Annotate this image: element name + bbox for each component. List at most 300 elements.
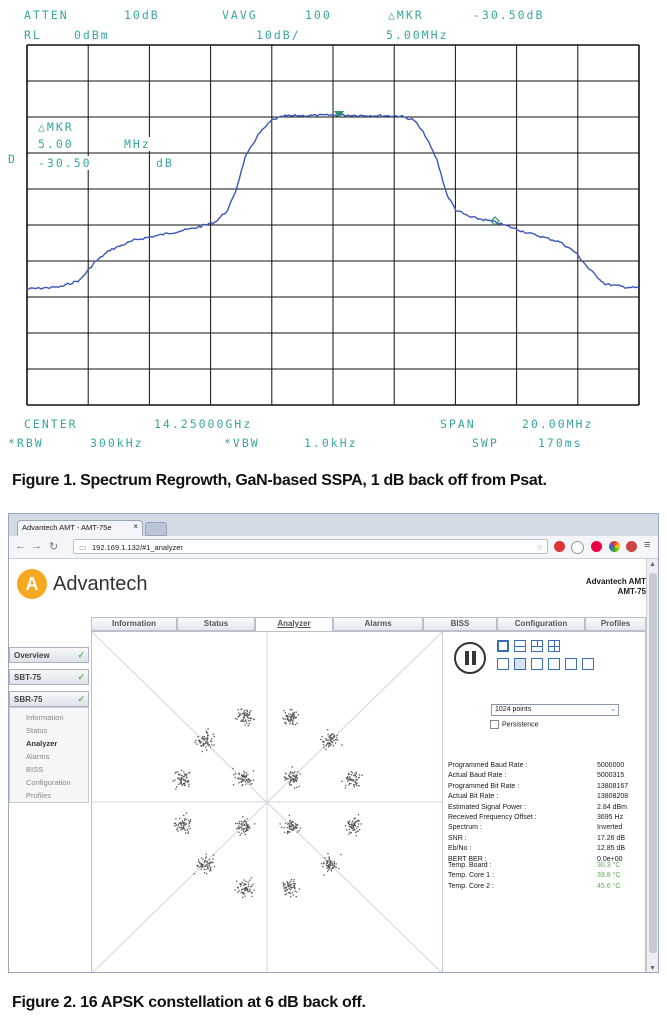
constellation-point [239,828,240,829]
constellation-point [200,742,201,743]
constellation-point [331,734,332,735]
constellation-point [280,823,281,824]
constellation-point [292,722,293,723]
constellation-point [286,723,287,724]
constellation-point [242,719,243,720]
constellation-point [294,771,295,772]
constellation-point [290,778,291,779]
constellation-point [181,770,182,771]
constellation-point [243,829,244,830]
constellation-point [331,868,332,869]
constellation-point [188,826,189,827]
constellation-point [284,722,285,723]
stat-value: 13808167 [597,782,629,790]
opera-icon[interactable] [591,541,602,552]
constellation-point [356,835,357,836]
constellation-point [247,890,248,891]
constellation-point [240,835,241,836]
constellation-point [245,712,246,713]
constellation-point [353,827,354,828]
tab-configuration[interactable]: Configuration [497,617,585,631]
constellation-point [340,854,341,855]
constellation-point [354,825,355,826]
constellation-point [323,747,324,748]
constellation-point [209,865,210,866]
constellation-point [351,826,352,827]
figure-2-caption: Figure 2. 16 APSK constellation at 6 dB back off. [12,994,366,1011]
marker-freq-value: 5.00MHz [386,28,449,42]
constellation-point [294,888,295,889]
constellation-point [248,782,249,783]
menu-icon[interactable]: ≡ [644,539,651,551]
pause-bar-icon [465,651,469,665]
constellation-point [326,740,327,741]
marker-box-title: △MKR [38,120,74,134]
constellation-point [244,773,245,774]
temp-label: Temp. Core 2 : [448,882,494,890]
vavg-label: VAVG [222,8,258,22]
constellation-point [353,775,354,776]
constellation-point [349,777,350,778]
constellation-point [175,789,176,790]
constellation-point [295,775,296,776]
constellation-point [182,828,183,829]
constellation-point [183,815,184,816]
constellation-point [202,859,203,860]
constellation-point [173,781,174,782]
constellation-point [287,883,288,884]
constellation-point [294,883,295,884]
constellation-point [239,823,240,824]
constellation-point [206,749,207,750]
layout-single-button[interactable] [497,640,509,652]
constellation-point [250,718,251,719]
constellation-point [243,832,244,833]
submenu-information[interactable]: Information [26,713,64,722]
constellation-point [250,780,251,781]
submenu-status[interactable]: Status [26,726,48,735]
constellation-point [207,741,208,742]
constellation-point [245,887,246,888]
constellation-point [244,820,245,821]
constellation-point [212,858,213,859]
constellation-point [355,779,356,780]
constellation-point [346,777,347,778]
constellation-point [356,774,357,775]
new-tab-button[interactable] [145,522,167,536]
constellation-point [351,779,352,780]
pause-button[interactable] [454,642,486,674]
constellation-point [356,828,357,829]
vavg-value: 100 [305,8,332,22]
scroll-thumb[interactable] [649,573,657,953]
constellation-point [325,745,326,746]
constellation-point [184,783,185,784]
center-label: CENTER [24,417,78,431]
constellation-point [214,866,215,867]
constellation-point [292,720,293,721]
constellation-point [288,888,289,889]
constellation-point [354,773,355,774]
sidebar-item-overview[interactable] [9,647,89,663]
constellation-point [300,773,301,774]
rbw-label: *RBW [8,436,44,450]
constellation-point [290,718,291,719]
constellation-point [244,776,245,777]
constellation-point [284,776,285,777]
bookmark-star-icon[interactable]: ☆ [536,543,543,552]
constellation-point [283,885,284,886]
constellation-point [178,784,179,785]
constellation-point [210,867,211,868]
scroll-down-icon[interactable]: ▼ [649,965,656,972]
constellation-point [288,713,289,714]
constellation-point [177,825,178,826]
constellation-point [326,860,327,861]
constellation-point [248,718,249,719]
constellation-point [189,772,190,773]
constellation-point [287,833,288,834]
constellation-point [248,886,249,887]
constellation-point [246,818,247,819]
constellation-point [292,724,293,725]
constellation-point [199,741,200,742]
constellation-point [283,884,284,885]
persistence-checkbox[interactable] [490,720,499,729]
constellation-point [355,782,356,783]
constellation-point [249,828,250,829]
chrome-icon[interactable] [609,541,620,552]
constellation-point [241,709,242,710]
constellation-point [353,822,354,823]
constellation-point [292,892,293,893]
tab-bar [91,617,646,631]
check-icon: ✓ [77,650,85,660]
constellation-point [283,710,284,711]
constellation-point [327,853,328,854]
submenu-profiles[interactable]: Profiles [26,791,52,800]
spectrum-plot [0,0,667,456]
constellation-point [291,887,292,888]
persistence-label: Persistence [502,721,539,729]
constellation-point [348,779,349,780]
constellation-point [334,736,335,737]
constellation-point [292,883,293,884]
constellation-point [201,869,202,870]
constellation-point [245,896,246,897]
constellation-point [285,779,286,780]
points-select[interactable] [491,704,619,716]
constellation-point [284,827,285,828]
constellation-point [282,717,283,718]
constellation-point [241,827,242,828]
constellation-point [185,830,186,831]
constellation-point [285,718,286,719]
constellation-point [198,740,199,741]
constellation-point [213,734,214,735]
constellation-point [244,716,245,717]
star-icon[interactable] [571,541,584,554]
constellation-point [183,822,184,823]
constellation-point [281,827,282,828]
reload-icon[interactable]: ↻ [49,541,59,553]
constellation-point [352,820,353,821]
constellation-point [236,881,237,882]
constellation-point [204,869,205,870]
constellation-point [178,778,179,779]
temp-label: Temp. Board : [448,862,492,869]
constellation-point [247,781,248,782]
constellation-point [287,719,288,720]
constellation-point [243,885,244,886]
constellation-point [358,823,359,824]
constellation-point [181,775,182,776]
constellation-point [242,882,243,883]
constellation-point [186,777,187,778]
constellation-point [182,784,183,785]
constellation-point [188,786,189,787]
tab-profiles[interactable]: Profiles [585,617,646,631]
constellation-point [246,779,247,780]
constellation-point [211,744,212,745]
constellation-point [184,776,185,777]
constellation-point [330,743,331,744]
constellation-point [203,745,204,746]
constellation-point [289,776,290,777]
constellation-point [290,896,291,897]
constellation-point [351,771,352,772]
constellation-point [292,824,293,825]
constellation-point [349,821,350,822]
constellation-point [359,829,360,830]
constellation-point [184,828,185,829]
constellation-point [248,779,249,780]
constellation-point [245,781,246,782]
constellation-point [355,775,356,776]
constellation-point [242,897,243,898]
constellation-point [331,861,332,862]
constellation-point [296,787,297,788]
constellation-point [250,784,251,785]
display-detector-label: D [8,152,17,166]
stat-value: 17.26 dB [597,834,626,842]
constellation-point [292,714,293,715]
constellation-point [176,829,177,830]
constellation-point [328,744,329,745]
constellation-point [242,893,243,894]
address-bar[interactable] [73,539,548,554]
constellation-point [292,772,293,773]
sidebar-item-label: SBR-75 [14,695,43,704]
spectrum-grid [27,45,639,405]
constellation-point [351,774,352,775]
constellation-point [246,828,247,829]
constellation-point [246,722,247,723]
points-select-value: 1024 points [495,706,532,713]
constellation-point [298,830,299,831]
extension-icon[interactable] [626,541,637,552]
constellation-point [185,824,186,825]
constellation-point [197,865,198,866]
constellation-point [291,879,292,880]
constellation-point [293,828,294,829]
constellation-point [237,887,238,888]
constellation-point [328,734,329,735]
constellation-point [241,823,242,824]
constellation-point [249,712,250,713]
sweep-label: SWP [472,436,499,450]
constellation-point [202,864,203,865]
constellation-point [244,779,245,780]
constellation-point [330,863,331,864]
constellation-point [246,710,247,711]
constellation-point [293,716,294,717]
constellation-point [290,781,291,782]
constellation-point [295,724,296,725]
constellation-point [184,779,185,780]
constellation-point [352,772,353,773]
constellation-point [247,716,248,717]
constellation-point [359,774,360,775]
constellation-point [175,823,176,824]
constellation-point [337,739,338,740]
submenu-analyzer[interactable]: Analyzer [26,739,58,748]
tab-analyzer[interactable]: Analyzer [255,617,333,631]
atten-label: ATTEN [24,8,69,22]
constellation-point [295,891,296,892]
layout-quad-button[interactable] [548,640,560,652]
scroll-up-icon[interactable]: ▲ [649,561,656,568]
constellation-point [335,739,336,740]
constellation-point [241,829,242,830]
submenu-biss[interactable]: BISS [26,765,44,774]
constellation-point [354,786,355,787]
constellation-point [239,715,240,716]
constellation-point [245,715,246,716]
constellation-point [334,866,335,867]
constellation-point [346,829,347,830]
constellation-point [345,787,346,788]
constellation-point [251,885,252,886]
temp-label: Temp. Core 1 : [448,872,494,880]
constellation-point [184,820,185,821]
constellation-point [288,778,289,779]
constellation-point [361,823,362,824]
sidebar-item-sbr75[interactable] [9,691,89,707]
device-brand-line2: AMT-75 [617,587,646,596]
table-view-icon[interactable] [565,658,577,670]
constellation-point [296,775,297,776]
constellation-point [358,777,359,778]
constellation-point [287,881,288,882]
submenu-configuration[interactable]: Configuration [26,778,71,787]
constellation-point [336,863,337,864]
constellation-point [244,879,245,880]
tab-information[interactable]: Information [91,617,177,631]
tab-status[interactable]: Status [177,617,255,631]
tab-biss[interactable]: BISS [423,617,497,631]
constellation-point [190,819,191,820]
constellation-point [286,887,287,888]
constellation-point [294,827,295,828]
constellation-point [330,864,331,865]
constellation-point [175,772,176,773]
forward-arrow-icon[interactable]: → [31,540,42,552]
constellation-point [241,785,242,786]
constellation-point [210,869,211,870]
constellation-point [182,827,183,828]
blocker-icon[interactable] [554,541,565,552]
vertical-scrollbar[interactable] [646,559,659,973]
constellation-point [333,738,334,739]
browser-tab[interactable] [17,520,143,536]
constellation-point [330,745,331,746]
span-value: 20.00MHz [522,417,594,431]
spectrum-view-icon[interactable] [497,658,509,670]
constellation-point [243,711,244,712]
stat-value: 5000315 [597,772,625,780]
constellation-point [333,745,334,746]
submenu-alarms[interactable]: Alarms [26,752,50,761]
export-icon[interactable] [582,658,594,670]
layout-three-button[interactable] [531,640,543,652]
constellation-point [297,771,298,772]
constellation-point [347,781,348,782]
layout-split-button[interactable] [514,640,526,652]
constellation-point [298,714,299,715]
constellation-point [242,825,243,826]
constellation-point [206,856,207,857]
constellation-point [174,780,175,781]
constellation-point [358,830,359,831]
constellation-point [244,724,245,725]
constellation-point [249,891,250,892]
constellation-point [242,816,243,817]
constellation-point [331,870,332,871]
persistence-option[interactable] [490,720,539,729]
tab-close-icon[interactable]: × [133,522,138,531]
constellation-point [290,773,291,774]
constellation-point [209,859,210,860]
constellation-point [253,770,254,771]
pause-bar-icon [472,651,476,665]
constellation-point [289,827,290,828]
constellation-point [296,779,297,780]
constellation-point [244,827,245,828]
back-arrow-icon[interactable]: ← [15,540,26,552]
constellation-point [245,889,246,890]
constellation-view-icon[interactable] [514,658,526,670]
constellation-point [294,879,295,880]
constellation-point [237,823,238,824]
constellation-point [235,718,236,719]
constellation-point [299,888,300,889]
constellation-point [241,720,242,721]
constellation-point [251,718,252,719]
constellation-point [287,889,288,890]
constellation-point [244,710,245,711]
eye-diagram-icon[interactable] [531,658,543,670]
constellation-point [354,829,355,830]
temp-value: 30.3 °C [597,862,621,869]
histogram-icon[interactable] [548,658,560,670]
constellation-point [253,780,254,781]
tab-alarms[interactable]: Alarms [333,617,423,631]
constellation-point [290,771,291,772]
constellation-point [194,873,195,874]
constellation-point [242,713,243,714]
sidebar-item-sbt75[interactable] [9,669,89,685]
